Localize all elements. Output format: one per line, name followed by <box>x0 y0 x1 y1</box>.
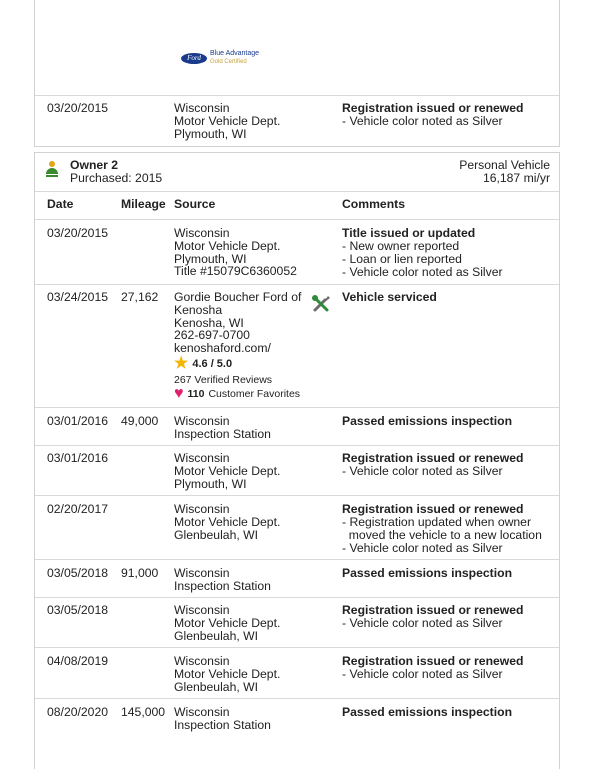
record-source: Wisconsin Inspection Station <box>174 414 271 441</box>
record-comment-title: Registration issued or renewed <box>342 451 524 465</box>
record-comment-title: Passed emissions inspection <box>342 566 513 580</box>
row-divider <box>35 647 559 648</box>
record-comment-details: - Vehicle color noted as Silver <box>342 616 503 630</box>
record-date: 03/24/2015 <box>47 290 108 304</box>
heart-icon: ♥ <box>174 385 184 402</box>
record-date: 03/05/2018 <box>47 566 108 580</box>
favorites-count: 110 <box>187 388 205 400</box>
owner-purchased: Purchased: 2015 <box>70 171 163 185</box>
record-comment-details: - New owner reported - Loan or lien reported - Vehicle color noted as Silver <box>342 239 503 279</box>
column-header-source: Source <box>174 197 216 211</box>
column-header-mileage: Mileage <box>121 197 166 211</box>
dealer-rating <box>174 357 232 371</box>
header-divider <box>35 219 559 220</box>
record-source[interactable]: Gordie Boucher Ford of Kenosha Kenosha, WI 262-697-0700 kenoshaford.com/ <box>174 290 302 356</box>
record-source: Wisconsin Inspection Station <box>174 705 271 732</box>
record-mileage: 49,000 <box>121 414 159 428</box>
customer-favorites <box>174 387 300 401</box>
record-comment-title: Registration issued or renewed <box>342 101 524 115</box>
record-date: 04/08/2019 <box>47 654 108 668</box>
record-date: 02/20/2017 <box>47 502 108 516</box>
record-comment-title: Registration issued or renewed <box>342 502 524 516</box>
record-source: Wisconsin Motor Vehicle Dept. Plymouth, WI <box>174 451 281 491</box>
record-comment-details: - Registration updated when owner moved the vehicle to a new location - Vehicle color noted as Silver <box>342 515 542 555</box>
record-source: Wisconsin Motor Vehicle Dept. Glenbeulah, WI <box>174 654 281 694</box>
row-divider <box>35 284 559 285</box>
record-comment-title: Registration issued or renewed <box>342 603 524 617</box>
record-date: 03/20/2015 <box>47 101 108 115</box>
previous-owner-section <box>34 0 560 147</box>
record-comment-title: Title issued or updated <box>342 226 476 240</box>
ford-blue-advantage-logo <box>181 50 259 66</box>
logo-line2: Gold Certified <box>210 59 247 65</box>
row-divider <box>35 698 559 699</box>
record-date: 03/05/2018 <box>47 603 108 617</box>
verified-reviews[interactable]: 267 Verified Reviews <box>174 374 273 386</box>
vehicle-history-page <box>34 0 560 768</box>
record-date: 08/20/2020 <box>47 705 108 719</box>
record-comment-details: - Vehicle color noted as Silver <box>342 667 503 681</box>
logo-line1: Blue Advantage <box>210 50 260 57</box>
ford-logo-icon: Ford <box>181 53 207 64</box>
owner-miles-per-year: 16,187 mi/yr <box>482 171 550 185</box>
column-header-comments: Comments <box>342 197 405 211</box>
column-header-date: Date <box>47 197 74 211</box>
owner-name: Owner 2 <box>70 158 119 172</box>
record-comment-details: - Vehicle color noted as Silver <box>342 114 503 128</box>
owner-icon <box>45 161 59 177</box>
record-mileage: 145,000 <box>121 705 166 719</box>
record-comment-title: Passed emissions inspection <box>342 414 513 428</box>
row-divider <box>35 407 559 408</box>
owner-section <box>34 152 560 769</box>
row-divider <box>35 445 559 446</box>
record-date: 03/01/2016 <box>47 414 108 428</box>
record-comment-details: - Vehicle color noted as Silver <box>342 464 503 478</box>
header-divider <box>35 191 559 192</box>
record-source: Wisconsin Motor Vehicle Dept. Glenbeulah, WI <box>174 603 281 643</box>
tools-icon <box>311 293 333 315</box>
record-source: Wisconsin Motor Vehicle Dept. Glenbeulah, WI <box>174 502 281 542</box>
row-divider <box>35 495 559 496</box>
row-divider <box>35 597 559 598</box>
record-date: 03/20/2015 <box>47 226 108 240</box>
record-source: Wisconsin Inspection Station <box>174 566 271 593</box>
record-comment-title: Passed emissions inspection <box>342 705 513 719</box>
record-source: Wisconsin Motor Vehicle Dept. Plymouth, WI Title #15079C6360052 <box>174 226 297 279</box>
record-mileage: 27,162 <box>121 290 159 304</box>
record-comment-title: Vehicle serviced <box>342 290 437 304</box>
record-mileage: 91,000 <box>121 566 159 580</box>
record-comment-title: Registration issued or renewed <box>342 654 524 668</box>
record-source: Wisconsin Motor Vehicle Dept. Plymouth, WI <box>174 101 281 141</box>
favorites-label: Customer Favorites <box>208 388 301 400</box>
record-date: 03/01/2016 <box>47 451 108 465</box>
row-divider <box>35 95 559 96</box>
rating-value: 4.6 / 5.0 <box>192 358 233 370</box>
row-divider <box>35 559 559 560</box>
star-icon: ★ <box>174 355 189 372</box>
owner-usage: Personal Vehicle <box>459 158 550 172</box>
